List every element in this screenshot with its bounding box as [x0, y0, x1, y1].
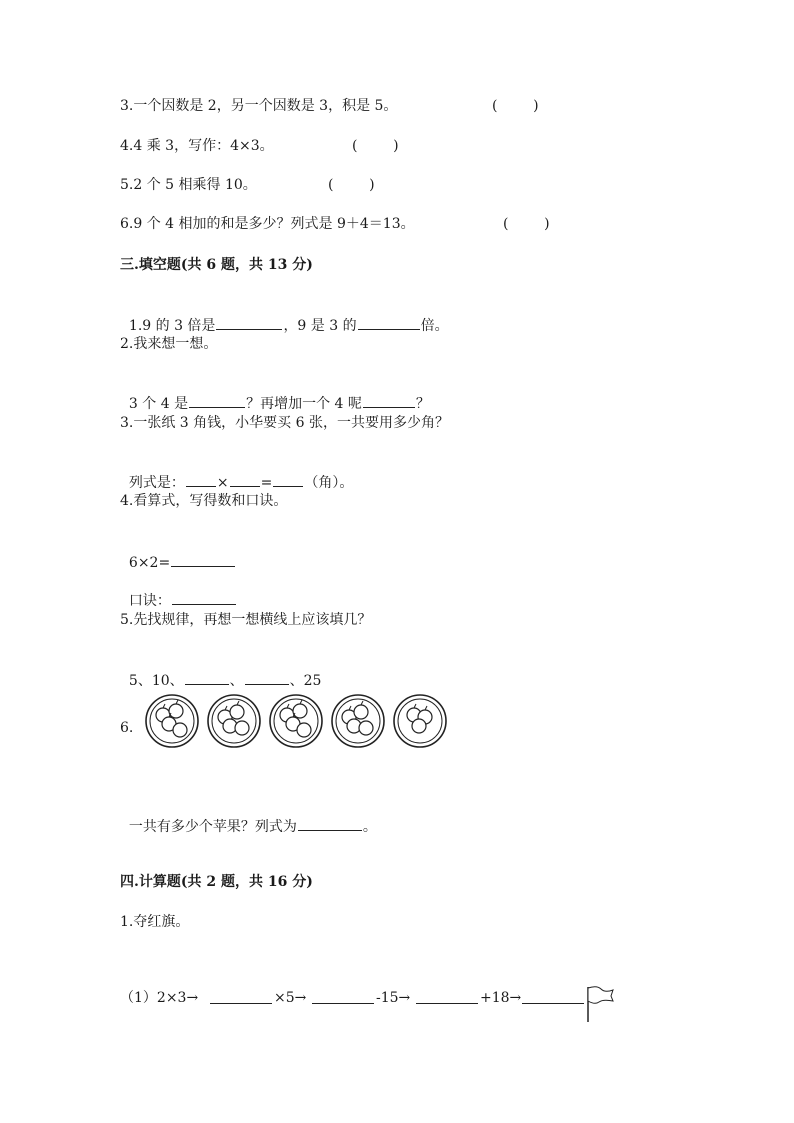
fill-question-1 — [120, 295, 449, 336]
fill-question-6 — [120, 796, 377, 837]
plate-with-apples-icon — [206, 693, 262, 749]
q1-text-b: ，9 是 3 的 — [283, 318, 357, 334]
flag-icon — [585, 985, 615, 1023]
q3-text-b: × — [216, 475, 229, 491]
plate-with-apples-icon — [330, 693, 386, 749]
judge-question-3: 3.一个因数是 2，另一个因数是 3，积是 5。 — [120, 98, 398, 114]
section-3-heading: 三.填空题(共 6 题，共 13 分) — [120, 257, 313, 273]
chain-blank-1[interactable] — [210, 1003, 272, 1004]
chain-op-1: ×5→ — [274, 990, 307, 1006]
q5-blank-2[interactable] — [245, 670, 289, 685]
chain-op-3: +18→ — [480, 990, 522, 1006]
fill-question-4-rhyme — [120, 570, 237, 611]
fill-question-5 — [120, 650, 321, 691]
plate-with-apples-icon — [144, 693, 200, 749]
fill-question-2-title: 2.我来想一想。 — [120, 336, 218, 352]
plate-with-apples-icon — [392, 693, 448, 749]
flag-chain-problem — [120, 985, 640, 1025]
q3-blank-1[interactable] — [186, 472, 216, 487]
plate-with-apples-icon — [268, 693, 324, 749]
q5-text-b: 、 — [229, 673, 244, 689]
calc-question-1-title: 1.夺红旗。 — [120, 914, 190, 930]
q3-text-c: = — [260, 475, 273, 491]
fill-question-3 — [120, 452, 353, 493]
fill-question-2 — [120, 373, 430, 414]
fill-question-5-title: 5.先找规律，再想一想横线上应该填几？ — [120, 612, 372, 628]
q3-text-d: （角）。 — [304, 475, 354, 491]
fill-question-4-equation — [120, 532, 236, 573]
fill-question-4-title: 4.看算式，写得数和口诀。 — [120, 493, 288, 509]
q4-text-a: 6×2= — [128, 555, 171, 571]
q1-text-a: 1.9 的 3 倍是 — [128, 318, 216, 334]
fill-question-3-title: 3.一张纸 3 角钱，小华要买 6 张，一共要用多少角？ — [120, 415, 449, 431]
q6-text-b: 。 — [362, 819, 377, 835]
q6-label: 6. — [120, 720, 134, 736]
q4-text-b: 口诀： — [128, 593, 171, 609]
answer-paren-6[interactable]: ( ) — [503, 216, 550, 232]
q2-blank-1[interactable] — [189, 393, 245, 408]
chain-blank-4[interactable] — [522, 1003, 584, 1004]
answer-paren-5[interactable]: ( ) — [328, 177, 375, 193]
q6-blank[interactable] — [298, 816, 362, 831]
q5-blank-1[interactable] — [185, 670, 229, 685]
q1-blank-2[interactable] — [358, 315, 420, 330]
q2-text-c: ？ — [415, 396, 430, 412]
q3-text-a: 列式是： — [128, 475, 185, 491]
chain-blank-3[interactable] — [416, 1003, 478, 1004]
q5-text-c: 、25 — [289, 673, 322, 689]
section-4-heading: 四.计算题(共 2 题，共 16 分) — [120, 874, 313, 890]
judge-question-5: 5.2 个 5 相乘得 10。 — [120, 177, 257, 193]
q2-blank-2[interactable] — [363, 393, 415, 408]
q1-blank-1[interactable] — [216, 315, 282, 330]
q3-blank-2[interactable] — [230, 472, 260, 487]
judge-question-4: 4.4 乘 3，写作：4×3。 — [120, 138, 274, 154]
chain-op-2: -15→ — [376, 990, 411, 1006]
answer-paren-4[interactable]: ( ) — [352, 138, 399, 154]
q2-text-a: 3 个 4 是 — [128, 396, 189, 412]
q5-text-a: 5、10、 — [128, 673, 184, 689]
q3-blank-3[interactable] — [273, 472, 303, 487]
answer-paren-3[interactable]: ( ) — [492, 98, 539, 114]
judge-question-6: 6.9 个 4 相加的和是多少？列式是 9＋4＝13。 — [120, 216, 415, 232]
chain-blank-2[interactable] — [312, 1003, 374, 1004]
q2-text-b: ？再增加一个 4 呢 — [246, 396, 362, 412]
q6-text-a: 一共有多少个苹果？列式为 — [128, 819, 297, 835]
q4-blank-2[interactable] — [172, 590, 236, 605]
q4-blank-1[interactable] — [171, 552, 235, 567]
q1-text-c: 倍。 — [420, 318, 449, 334]
chain-start: （1）2×3→ — [120, 990, 199, 1006]
